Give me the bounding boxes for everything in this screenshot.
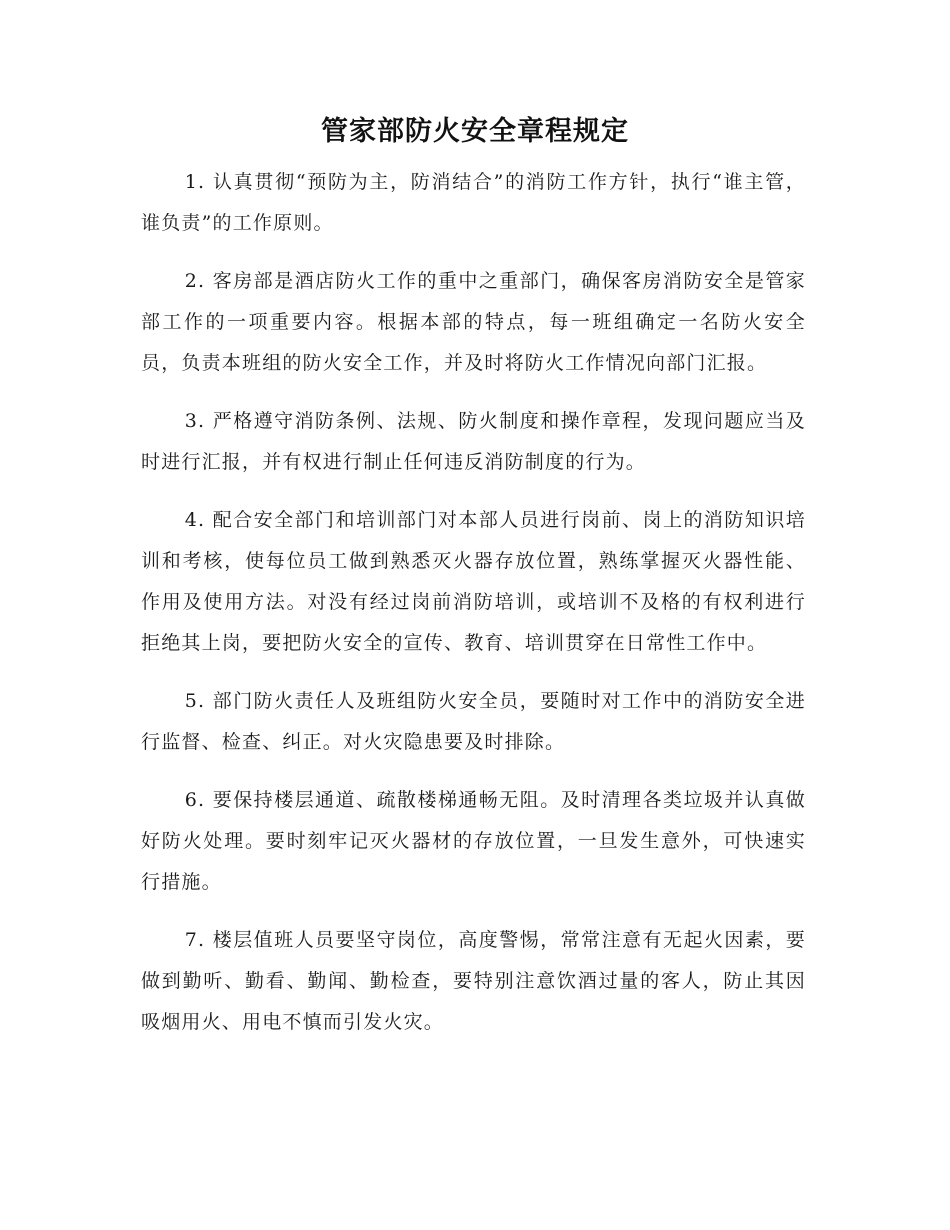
paragraph-5: 5. 部门防火责任人及班组防火安全员，要随时对工作中的消防安全进行监督、检查、纠正。对火灾隐患要及时排除。 [141,690,806,753]
paragraph-2: 2. 客房部是酒店防火工作的重中之重部门，确保客房消防安全是管家部工作的一项重要内容。根据本部的特点，每一班组确定一名防火安全员，负责本班组的防火安全工作，并及时将防火工作情况向部门汇报。 [141,270,806,374]
paragraph-4: 4. 配合安全部门和培训部门对本部人员进行岗前、岗上的消防知识培训和考核，使每位员工做到熟悉灭火器存放位置，熟练掌握灭火器性能、作用及使用方法。对没有经过岗前消防培训，或培训不及格的有权利进行拒绝其上岗，要把防火安全的宣传、教育、培训贯穿在日常性工作中。 [141,509,806,654]
document-title: 管家部防火安全章程规定 [321,116,629,147]
paragraph-6: 6. 要保持楼层通道、疏散楼梯通畅无阻。及时清理各类垃圾并认真做好防火处理。要时刻牢记灭火器材的存放位置，一旦发生意外，可快速实行措施。 [141,789,806,893]
document-body [141,162,806,1060]
paragraph-1: 1. 认真贯彻“预防为主，防消结合”的消防工作方针，执行“谁主管，谁负责”的工作原则。 [141,171,806,234]
paragraph-7: 7. 楼层值班人员要坚守岗位，高度警惕，常常注意有无起火因素，要做到勤听、勤看、勤闻、勤检查，要特别注意饮酒过量的客人，防止其因吸烟用火、用电不慎而引发火灾。 [141,929,806,1033]
paragraph-3: 3. 严格遵守消防条例、法规、防火制度和操作章程，发现问题应当及时进行汇报，并有权进行制止任何违反消防制度的行为。 [141,410,806,473]
